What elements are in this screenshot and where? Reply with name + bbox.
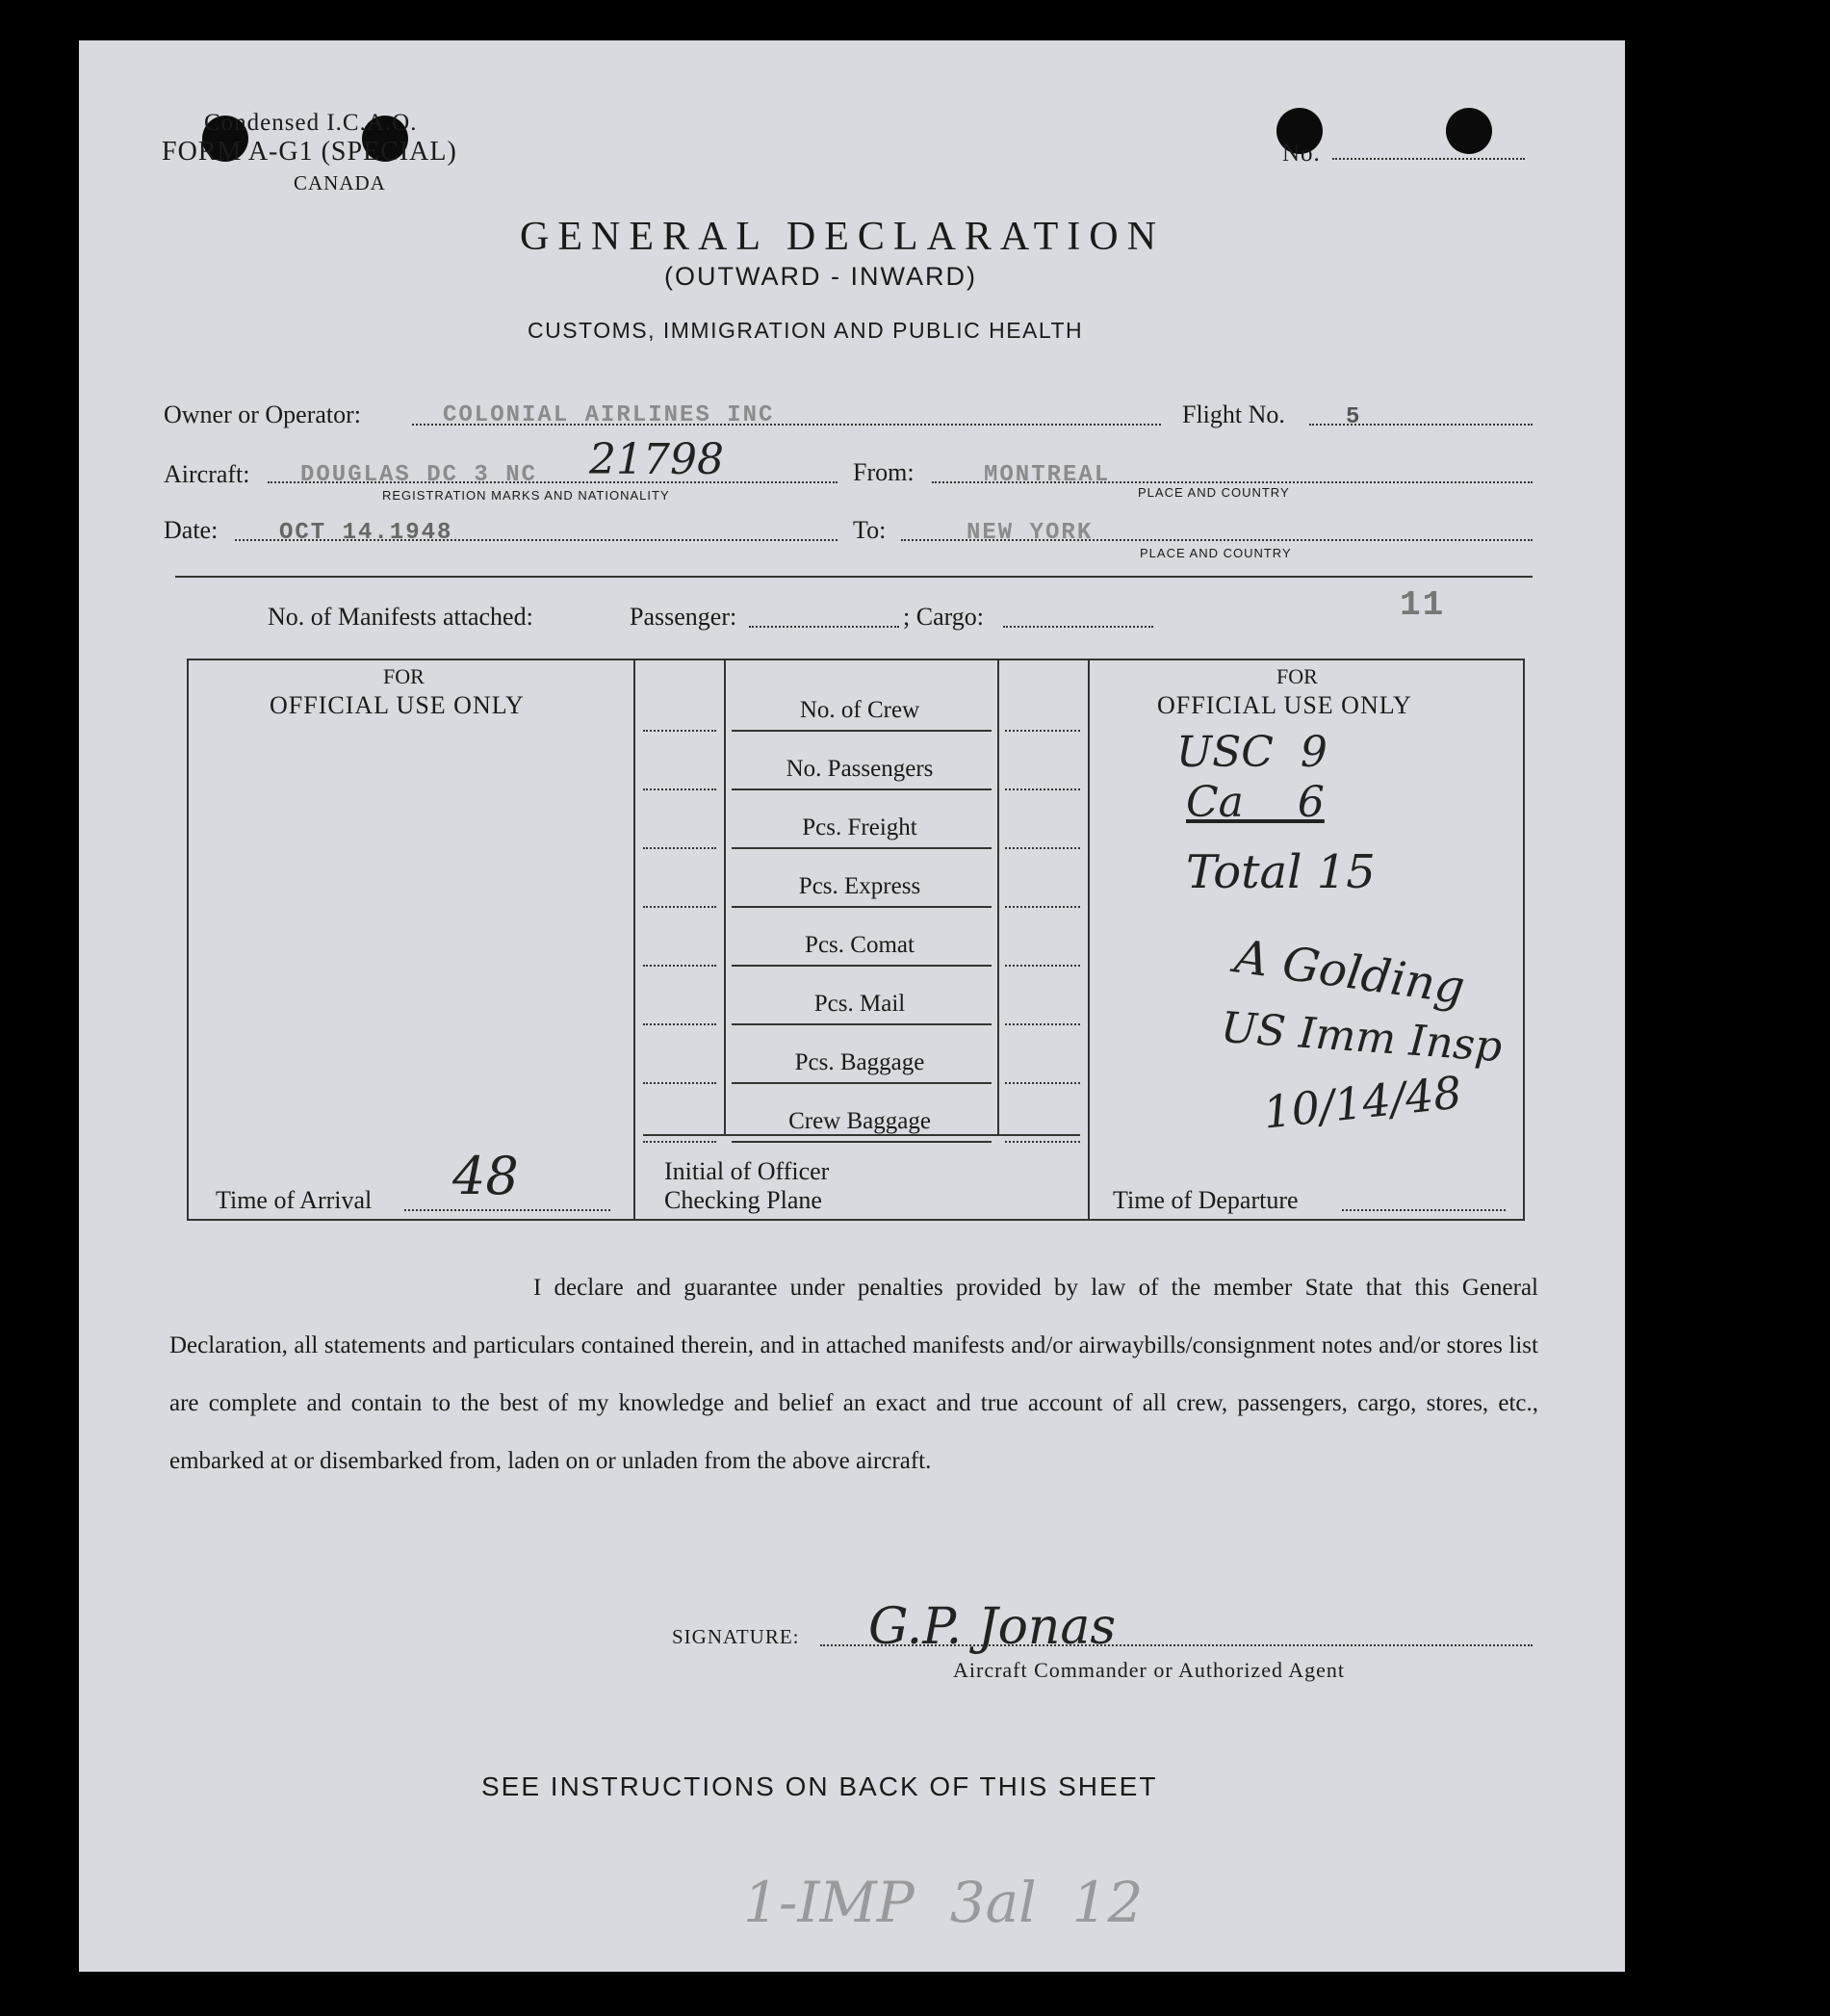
form-id: FORM A-G1 (SPECIAL) bbox=[162, 137, 457, 167]
left-official-heading-1: FOR bbox=[383, 664, 425, 688]
flight-label: Flight No. bbox=[1182, 401, 1285, 428]
from-caption: PLACE AND COUNTRY bbox=[1138, 485, 1290, 500]
date-label: Date: bbox=[164, 516, 219, 544]
signature-handwritten: G.P. Jonas bbox=[868, 1598, 1117, 1656]
cargo-row-outbound-field[interactable] bbox=[1005, 1082, 1080, 1084]
document-sheet bbox=[79, 40, 1625, 1972]
cargo-row-label: Crew Baggage bbox=[788, 1108, 931, 1134]
cargo-row-underline bbox=[732, 1082, 992, 1084]
table-border bbox=[187, 659, 189, 1221]
departure-field[interactable] bbox=[1342, 1209, 1506, 1211]
cargo-row-inbound-field[interactable] bbox=[643, 1141, 716, 1143]
table-border bbox=[724, 659, 726, 1134]
initial-officer-label-1: Initial of Officer bbox=[664, 1157, 830, 1185]
owner-value[interactable]: COLONIAL AIRLINES INC bbox=[443, 402, 775, 428]
cargo-row-underline bbox=[732, 906, 992, 908]
section-heading: CUSTOMS, IMMIGRATION AND PUBLIC HEALTH bbox=[528, 318, 1084, 343]
cargo-row-outbound-field[interactable] bbox=[1005, 730, 1080, 732]
punch-hole bbox=[1446, 108, 1492, 154]
to-label: To: bbox=[853, 516, 887, 544]
divider-line bbox=[175, 576, 1533, 578]
cargo-row-outbound-field[interactable] bbox=[1005, 847, 1080, 849]
table-border bbox=[997, 659, 999, 1134]
aircraft-caption: REGISTRATION MARKS AND NATIONALITY bbox=[382, 488, 670, 503]
form-number-label: No. bbox=[1282, 141, 1321, 167]
cargo-row-inbound-field[interactable] bbox=[643, 1023, 716, 1025]
departure-label: Time of Departure bbox=[1113, 1186, 1299, 1214]
cargo-row-underline bbox=[732, 847, 992, 849]
form-country: CANADA bbox=[294, 171, 386, 194]
manifests-label: No. of Manifests attached: bbox=[268, 603, 533, 631]
initial-officer-label-2: Checking Plane bbox=[664, 1186, 822, 1214]
cargo-row-inbound-field[interactable] bbox=[643, 847, 716, 849]
footer-instructions: SEE INSTRUCTIONS ON BACK OF THIS SHEET bbox=[481, 1771, 1158, 1801]
form-condensed-label: Condensed I.C.A.O. bbox=[204, 110, 418, 136]
to-caption: PLACE AND COUNTRY bbox=[1140, 546, 1292, 560]
cargo-row-underline bbox=[732, 788, 992, 790]
official-signature: A Golding bbox=[1231, 929, 1468, 1016]
declaration-text: I declare and guarantee under penalties provided by law of the member State that this General Declaration, all statements and particulars contained therein, and in attached manifests and/or airwaybills/consignment notes and/or stores list are complete and contain to the best of my knowledge and belief an exact and true account of all crew, passengers, cargo, stores, etc., embarked at or disembarked from, laden on or unladen from the above aircraft. bbox=[169, 1275, 1538, 1474]
manifests-passenger-label: Passenger: bbox=[630, 603, 737, 631]
right-official-heading-2: OFFICIAL USE ONLY bbox=[1157, 691, 1412, 719]
cargo-row-label: Pcs. Mail bbox=[813, 991, 906, 1017]
left-official-heading-2: OFFICIAL USE ONLY bbox=[270, 691, 525, 719]
from-label: From: bbox=[853, 458, 915, 486]
cargo-row-underline bbox=[732, 1023, 992, 1025]
cargo-row-label: No. of Crew bbox=[799, 697, 920, 723]
official-note-ca: Ca 6 bbox=[1186, 778, 1325, 827]
official-title: US Imm Insp bbox=[1219, 1002, 1504, 1073]
cargo-row-label: Pcs. Baggage bbox=[794, 1049, 925, 1075]
manifests-stamp: 11 bbox=[1400, 585, 1446, 625]
pencil-note: 1-IMP 3al 12 bbox=[743, 1870, 1144, 1935]
arrival-field[interactable] bbox=[404, 1209, 610, 1211]
cargo-row-outbound-field[interactable] bbox=[1005, 788, 1080, 790]
cargo-row-underline bbox=[732, 965, 992, 967]
official-note-total: Total 15 bbox=[1186, 845, 1376, 899]
flight-value[interactable]: 5 bbox=[1346, 404, 1362, 430]
cargo-row-outbound-field[interactable] bbox=[1005, 1023, 1080, 1025]
manifests-cargo-label: ; Cargo: bbox=[903, 603, 985, 631]
owner-label: Owner or Operator: bbox=[164, 401, 362, 428]
table-border bbox=[1088, 659, 1090, 1221]
cargo-row-inbound-field[interactable] bbox=[643, 965, 716, 967]
manifests-passenger-field[interactable] bbox=[749, 626, 899, 628]
to-value[interactable]: NEW YORK bbox=[967, 520, 1094, 546]
aircraft-label: Aircraft: bbox=[164, 460, 250, 488]
table-border bbox=[1523, 659, 1525, 1221]
from-value[interactable]: MONTREAL bbox=[984, 462, 1111, 488]
flight-field-line bbox=[1309, 424, 1533, 426]
table-bottom-line bbox=[187, 1219, 1525, 1221]
date-value[interactable]: OCT 14.1948 bbox=[279, 520, 453, 546]
cargo-row-outbound-field[interactable] bbox=[1005, 965, 1080, 967]
cargo-row-underline bbox=[732, 730, 992, 732]
table-border bbox=[633, 659, 635, 1221]
cargo-row-label: Pcs. Comat bbox=[805, 932, 915, 958]
aircraft-value[interactable]: DOUGLAS DC 3 NC bbox=[300, 462, 538, 488]
right-official-heading-1: FOR bbox=[1276, 664, 1318, 688]
cargo-row-label: No. Passengers bbox=[786, 756, 934, 782]
arrival-handwritten: 48 bbox=[452, 1146, 519, 1206]
page-subtitle: (OUTWARD - INWARD) bbox=[664, 262, 977, 291]
cargo-row-inbound-field[interactable] bbox=[643, 730, 716, 732]
cargo-row-label: Pcs. Express bbox=[798, 873, 921, 899]
cargo-row-inbound-field[interactable] bbox=[643, 788, 716, 790]
signature-label: SIGNATURE: bbox=[672, 1625, 800, 1648]
arrival-label: Time of Arrival bbox=[216, 1186, 373, 1214]
cargo-row-outbound-field[interactable] bbox=[1005, 1141, 1080, 1143]
page-title: GENERAL DECLARATION bbox=[520, 215, 1165, 259]
cargo-row-inbound-field[interactable] bbox=[643, 1082, 716, 1084]
cargo-row-outbound-field[interactable] bbox=[1005, 906, 1080, 908]
table-top-line bbox=[187, 659, 1525, 660]
aircraft-registration-handwritten: 21798 bbox=[589, 435, 724, 484]
cargo-row-label: Pcs. Freight bbox=[802, 814, 917, 840]
cargo-row-inbound-field[interactable] bbox=[643, 906, 716, 908]
official-note-usc: USC 9 bbox=[1176, 728, 1327, 777]
official-date: 10/14/48 bbox=[1260, 1066, 1464, 1139]
manifests-cargo-field[interactable] bbox=[1003, 626, 1153, 628]
signature-caption: Aircraft Commander or Authorized Agent bbox=[953, 1658, 1346, 1682]
form-number-field[interactable] bbox=[1332, 158, 1525, 160]
cargo-row-underline bbox=[732, 1141, 992, 1143]
